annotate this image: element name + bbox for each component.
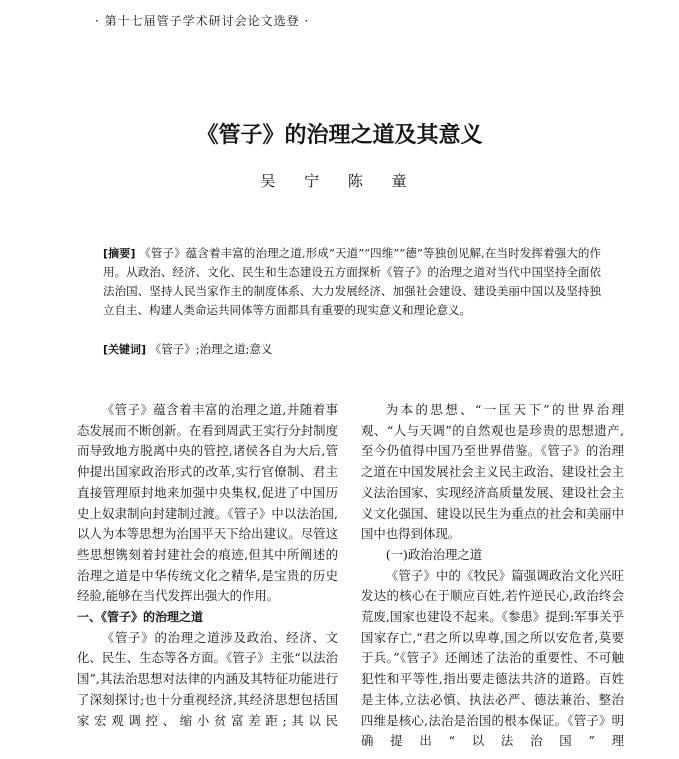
article-title: 《管子》的治理之道及其意义: [196, 122, 483, 148]
body-paragraph: 为本的思想、“一匡天下”的世界治理观、“人与天调”的自然观也是珍贵的思想遗产,至今仍值得中国乃至世界借鉴。《管子》的治理之道在中国发展社会主义民主政治、建设社会主义法治国家、实现经济高质量发展、建设社会主义文化强国、建设以民生为重点的社会和美丽中国中也得到体现。: [361, 402, 624, 542]
body-paragraph: 《管子》的治理之道涉及政治、经济、文化、民生、生态等各方面。《管子》主张“以法治国”,其法治思想对法律的内涵及其特征功能进行了深刻探讨;也十分重视经济,其经济思想包括国家宏观调控、缩小贫富差距;其以民: [77, 629, 338, 728]
left-column: [77, 400, 338, 731]
running-header: · 第十七届管子学术研讨会论文选登 ·: [95, 14, 310, 28]
abstract-text: 《管子》蕴含着丰富的治理之道,形成“天道”“四维”“德”等独创见解,在当时发挥着强大的作用。从政治、经济、文化、民生和生态建设五方面探析《管子》的治理之道对当代中国坚持全面依法治国、坚持人民当家作主的制度体系、大力发展经济、加强社会建设、建设美丽中国以及坚持独立自主、构建人类命运共同体等方面都具有重要的现实意义和理论意义。: [103, 246, 601, 317]
section-heading: 一、《管子》的治理之道: [77, 610, 204, 625]
keywords: [103, 340, 272, 359]
abstract-label: [摘要]: [103, 247, 136, 260]
keywords-label: [关键词]: [103, 343, 147, 356]
right-column: [361, 400, 624, 752]
subsection-heading: (一)政治治理之道: [385, 546, 483, 562]
abstract: [103, 244, 601, 320]
body-paragraph: 《管子》中的《牧民》篇强调政治文化兴旺发达的核心在于顺应百姓,若忤逆民心,政治终会荒废,国家也建设不起来。《参患》提到:军事关乎国家存亡,“君之所以卑尊,国之所以安危者,莫要于兵。”《管子》还阐述了法治的重要性、不可触犯性和平等性,指出要走德法共济的道路。百姓是主体,立法必慎、执法必严、德法兼治、整治四维是核心,法治是治国的根本保证。《管子》明确提出“以法治国”理: [361, 567, 624, 749]
body-paragraph: 《管子》蕴含着丰富的治理之道,并随着事态发展而不断创新。在看到周武王实行分封制度而导致地方脱离中央的管控,诸侯各自为大后,管仲提出国家政治形式的改革,实行官僚制、君主直接管理原封地来加强中央集权,促进了中国历史上奴隶制向封建制过渡。《管子》中以法治国,以人为本等思想为治国平天下给出建议。尽管这些思想镌刻着封建社会的痕迹,但其中所阐述的治理之道是中华传统文化之精华,是宝贵的历史经验,能够在当代发挥出强大的作用。: [77, 402, 338, 604]
authors: 吴 宁 陈 童: [260, 172, 419, 190]
keywords-text: 《管子》;治理之道;意义: [149, 342, 273, 356]
